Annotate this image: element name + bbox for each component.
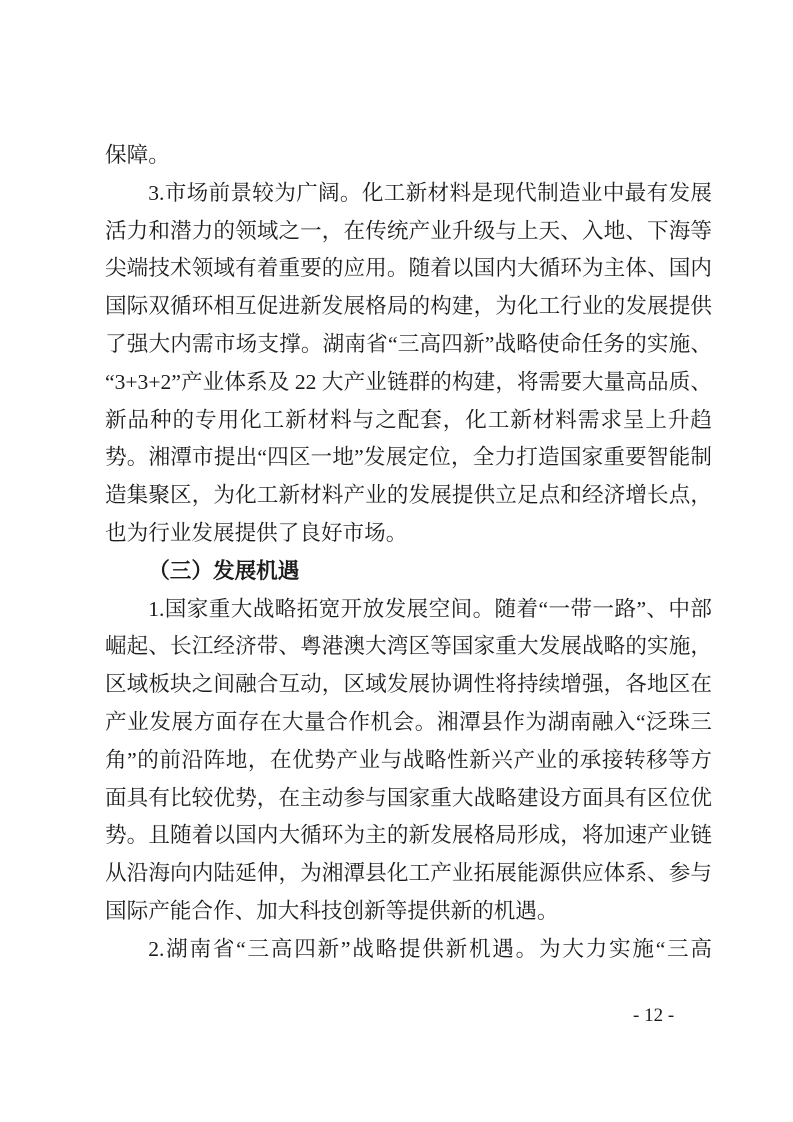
paragraph-market-prospects: 3.市场前景较为广阔。化工新材料是现代制造业中最有发展活力和潜力的领域之一，在传统产业升级与上天、入地、下海等尖端技术领域有着重要的应用。随着以国内大循环为主体、国内国际双循环相互促进新发展格局的构建，为化工行业的发展提供了强大内需市场支撑。湖南省“三高四新”战略使命任务的实施、“3+3+2”产业体系及 22 大产业链群的构建，将需要大量高品质、新品种的专用化工新材料与之配套，化工新材料需求呈上升趋势。湘潭市提出“四区一地”发展定位，全力打造国家重要智能制造集聚区，为化工新材料产业的发展提供立足点和经济增长点，也为行业发展提供了良好市场。 [105, 180, 712, 545]
document-body [105, 137, 712, 969]
section-heading-development-opportunities: （三）发展机遇 [148, 558, 300, 583]
paragraph-national-strategies: 1.国家重大战略拓宽开放发展空间。随着“一带一路”、中部崛起、长江经济带、粤港澳大湾区等国家重大发展战略的实施，区域板块之间融合互动，区域发展协调性将持续增强，各地区在产业发展方面存在大量合作机会。湘潭县作为湖南融入“泛珠三角”的前沿阵地，在优势产业与战略性新兴产业的承接转移等方面具有比较优势，在主动参与国家重大战略建设方面具有区位优势。且随着以国内大循环为主的新发展格局形成，将加速产业链从沿海向内陆延伸，为湘潭县化工产业拓展能源供应体系、参与国际产能合作、加大科技创新等提供新的机遇。 [105, 596, 712, 923]
paragraph-continuation: 保障。 [105, 143, 170, 167]
page-number: - 12 - [633, 1005, 675, 1026]
paragraph-hunan-strategy: 2.湖南省“三高四新”战略提供新机遇。为大力实施“三高 [148, 936, 712, 961]
